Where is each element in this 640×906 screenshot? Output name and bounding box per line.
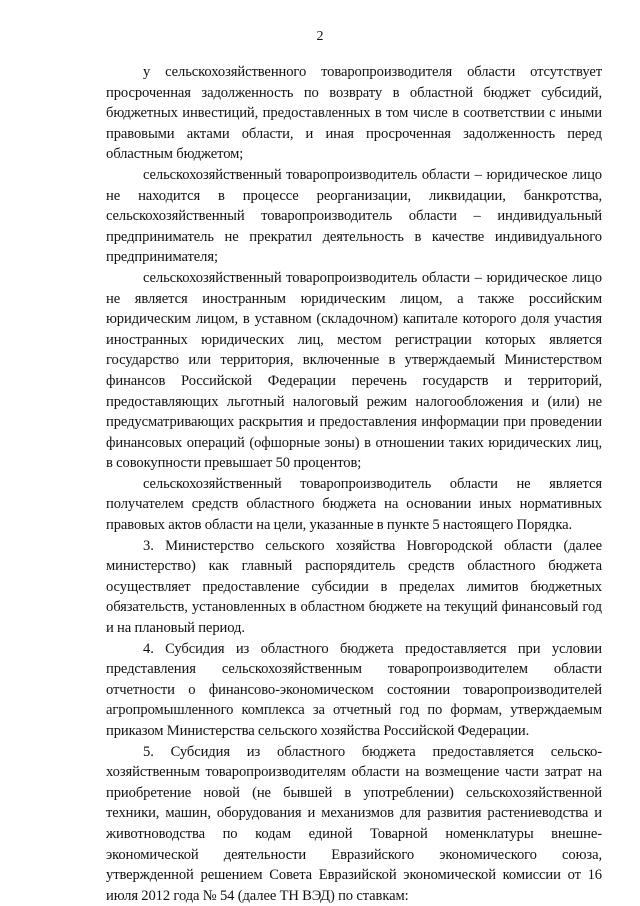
paragraph-clause-4-reporting: 4. Субсидия из областного бюджета предоставляется при условии представления сельскохозяйственным товаропроизводителем области отчетности о финансово-экономическом состоянии товаропроизводителей агропромышленного комплекса за отчетный год по формам, утверждаемым приказом Министерства сельского хозяйства Российской Федерации. (106, 640, 602, 739)
paragraph-no-overdue-debt: у сельскохозяйственного товаропроизводителя области отсутствует просроченная задолженность по возврату в областной бюджет субсидий, бюджетных инвестиций, предоставленных в том числе в соответствии с иными правовыми актами области, и иная просроченная задолженность перед областным бюджетом; (106, 64, 602, 163)
page-number: 2 (316, 29, 324, 44)
paragraph-no-reorganization: сельскохозяйственный товаропроизводитель области – юридическое лицо не находится в процессе реорганизации, ликвидации, банкротства, сельскохозяйственный товаропроизводитель области – индивидуальный предприниматель не прекратил деятельность в качестве индивидуального предпринимателя; (106, 166, 602, 266)
paragraph-clause-5-rates: 5. Субсидия из областного бюджета предоставляется сельско-хозяйственным товаропроизводителям области на возмещение части затрат на приобретение новой (не бывшей в употреблении) сельскохозяйственной техники, машин, оборудования и механизмов для развития растениеводства и животноводства по кодам единой Товарной номенклатуры внешне-экономической деятельности Евразийского экономического союза, утвержденной решением Совета Евразийской экономической комиссии от 16 июля 2012 года № 54 (далее ТН ВЭД) по ставкам: (106, 743, 602, 904)
paragraph-not-foreign-entity: сельскохозяйственный товаропроизводитель области – юридическое лицо не является иностранным юридическим лицом, а также российским юридическим лицом, в уставном (складочном) капитале которого доля участия иностранных юридических лиц, местом регистрации которых является государство или территория, включенные в утверждаемый Министерством финансов Российской Федерации перечень государств и территорий, предоставляющих льготный налоговый режим налогообложения и (или) не предусматривающих раскрытия и предоставления информации при проведении финансовых операций (офшорные зоны) в отношении таких юридических лиц, в совокупности превышает 50 процентов; (106, 269, 602, 472)
document-body (106, 62, 602, 906)
paragraph-clause-3-ministry: 3. Министерство сельского хозяйства Новгородской области (далее министерство) как главный распорядитель средств областного бюджета осуществляет предоставление субсидии в пределах лимитов бюджетных обязательств, установленных в областном бюджете на текущий финансовый год и на плановый период. (106, 537, 602, 637)
paragraph-not-other-recipient: сельскохозяйственный товаропроизводитель области не является получателем средств областного бюджета на основании иных нормативных правовых актов области на цели, указанные в пункте 5 настоящего Порядка. (106, 475, 602, 534)
